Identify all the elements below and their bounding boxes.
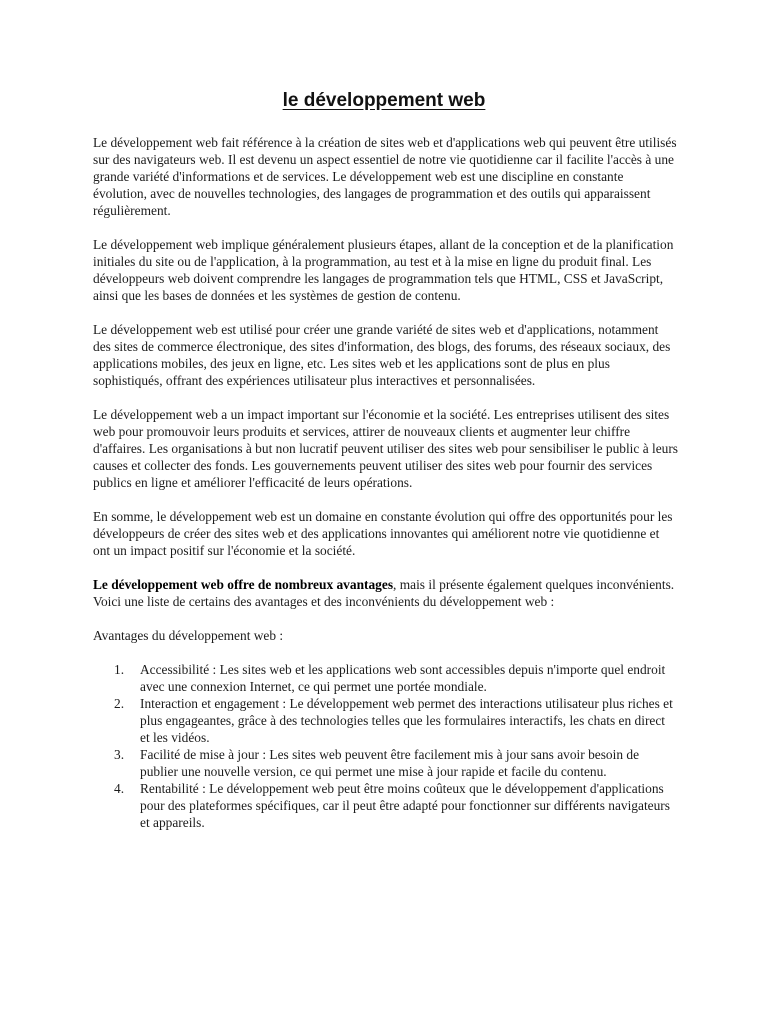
list-item bbox=[93, 661, 678, 695]
list-item-text: Facilité de mise à jour : Les sites web peuvent être facilement mis à jour sans avoir besoin de publier une nouvelle version, ce qui permet une mise à jour rapide et facile du contenu. bbox=[140, 747, 640, 779]
advantages-list bbox=[93, 661, 678, 831]
intro-bold-text: Le développement web offre de nombreux avantages bbox=[93, 577, 394, 592]
document-title: le développement web bbox=[282, 90, 486, 111]
list-item bbox=[93, 780, 678, 831]
paragraph-intro bbox=[93, 576, 678, 610]
paragraph-definition: Le développement web fait référence à la création de sites web et d'applications web qui peuvent être utilisés sur des navigateurs web. Il est devenu un aspect essentiel de notre vie quotidienne car il facilite l'accès à une grande variété d'informations et de services. Le développement web est une discipline en constante évolution, avec de nouvelles technologies, des langages de programmation et des outils qui apparaissent régulièrement. bbox=[93, 135, 677, 218]
list-item-number: 1. bbox=[114, 662, 125, 677]
intro-rest-text: , mais il présente également quelques inconvénients. Voici une liste de certains des avantages et des inconvénients du développement web : bbox=[93, 577, 675, 609]
list-item bbox=[93, 695, 678, 746]
list-item-number: 2. bbox=[114, 696, 125, 711]
list-item-number: 3. bbox=[114, 747, 125, 762]
list-item-number: 4. bbox=[114, 781, 125, 796]
list-item-text: Rentabilité : Le développement web peut être moins coûteux que le développement d'applications pour des plateformes spécifiques, car il peut être adapté pour fonctionner sur différents navigateurs et appareils. bbox=[140, 781, 670, 830]
paragraph-steps: Le développement web implique généralement plusieurs étapes, allant de la conception et de la planification initiales du site ou de l'application, à la programmation, au test et à la mise en ligne du produit final. Les développeurs web doivent comprendre les langages de programmation tels que HTML, CSS et JavaScript, ainsi que les bases de données et les systèmes de gestion de contenu. bbox=[93, 237, 674, 303]
paragraph-summary: En somme, le développement web est un domaine en constante évolution qui offre des opportunités pour les développeurs de créer des sites web et des applications innovantes qui améliorent notre vie quotidienne et ont un impact positif sur l'économie et la société. bbox=[93, 509, 673, 558]
advantages-heading: Avantages du développement web : bbox=[93, 628, 284, 643]
document-body bbox=[93, 134, 678, 831]
list-item-text: Accessibilité : Les sites web et les applications web sont accessibles depuis n'importe quel endroit avec une connexion Internet, ce qui permet une portée mondiale. bbox=[140, 662, 666, 694]
paragraph-impact: Le développement web a un impact important sur l'économie et la société. Les entreprises utilisent des sites web pour promouvoir leurs produits et services, attirer de nouveaux clients et augmenter leur chiffre d'affaires. Les organisations à but non lucratif peuvent utiliser des sites web pour sensibiliser le public à leurs causes et collecter des fonds. Les gouvernements peuvent utiliser des sites web pour fournir des services publics en ligne et améliorer l'efficacité de leurs opérations. bbox=[93, 407, 679, 490]
list-item-text: Interaction et engagement : Le développement web permet des interactions utilisateur plus riches et plus engageantes, grâce à des technologies telles que les formulaires interactifs, les chats en direct et les vidéos. bbox=[140, 696, 673, 745]
list-item bbox=[93, 746, 678, 780]
paragraph-uses: Le développement web est utilisé pour créer une grande variété de sites web et d'applications, notamment des sites de commerce électronique, des sites d'information, des blogs, des forums, des réseaux sociaux, des applications mobiles, des jeux en ligne, etc. Les sites web et les applications sont de plus en plus sophistiqués, offrant des expériences utilisateur plus interactives et personnalisées. bbox=[93, 322, 671, 388]
